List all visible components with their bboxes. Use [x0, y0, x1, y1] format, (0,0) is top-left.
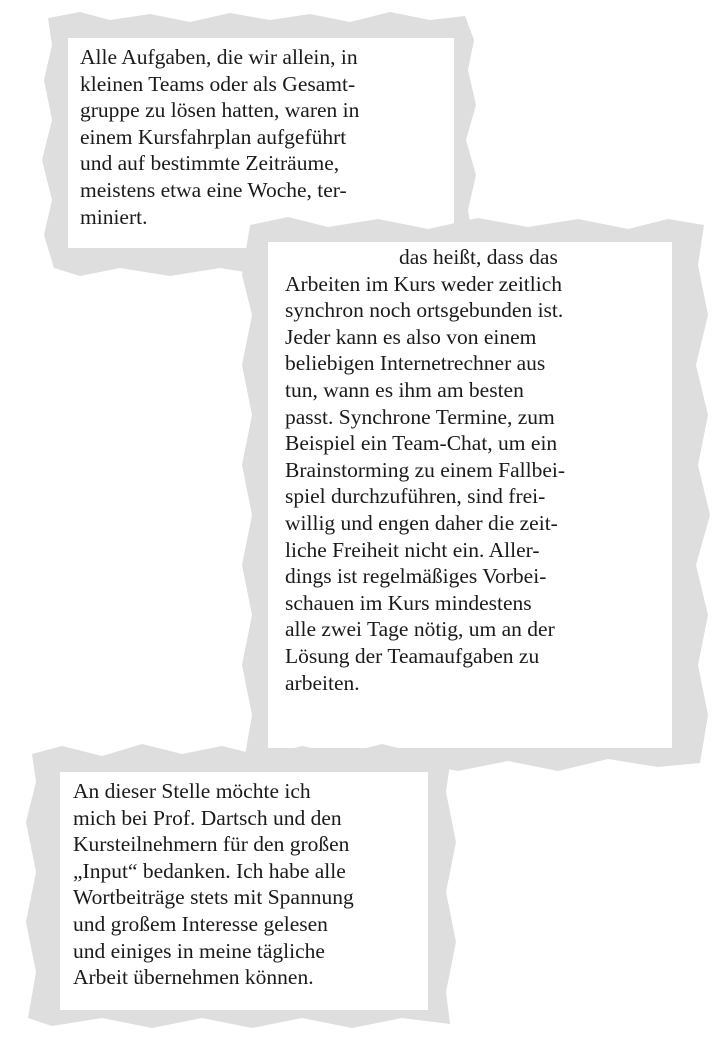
text-line: arbeiten. [285, 670, 360, 695]
text-line: das heißt, dass das [399, 245, 558, 269]
text-line: meistens etwa eine Woche, ter- [80, 177, 347, 202]
text-line: alle zwei Tage nötig, um an der [285, 617, 555, 642]
text-line: Wortbeiträge stets mit Spannung [73, 885, 354, 910]
text-line: kleinen Teams oder als Gesamt- [80, 71, 356, 96]
text-line: beliebigen Internetrechner aus [285, 351, 546, 376]
text-line: tun, wann es ihm am besten [285, 377, 524, 402]
text-line: Kursteilnehmern für den großen [73, 832, 350, 857]
text-line: Jeder kann es also von einem [285, 324, 537, 349]
text-line: Arbeit übernehmen können. [73, 965, 314, 990]
text-line: liche Freiheit nicht ein. Aller- [285, 537, 540, 562]
text-line: schauen im Kurs mindestens [285, 590, 532, 615]
text-line: „Input“ bedanken. Ich habe alle [73, 858, 346, 883]
text-line: miniert. [80, 204, 148, 229]
text-line: und einiges in meine tägliche [73, 938, 325, 963]
clipping-3-text [73, 778, 354, 991]
text-line: An dieser Stelle möchte ich [73, 779, 311, 803]
text-line: Beispiel ein Team-Chat, um ein [285, 431, 558, 456]
text-line: Lösung der Teamaufgaben zu [285, 643, 540, 668]
text-line: gruppe zu lösen hatten, waren in [80, 98, 360, 123]
text-line: dings ist regelmäßiges Vorbei- [285, 564, 547, 589]
text-line: einem Kursfahrplan aufgeführt [80, 124, 347, 149]
text-line: willig und engen daher die zeit- [285, 510, 558, 535]
text-line: Arbeiten im Kurs weder zeitlich [285, 271, 563, 296]
text-line: spiel durchzuführen, sind frei- [285, 484, 546, 509]
clipping-1-text [80, 44, 359, 230]
text-line: Brainstorming zu einem Fallbei- [285, 457, 566, 482]
text-line: Alle Aufgaben, die wir allein, in [80, 45, 358, 69]
text-line: und großem Interesse gelesen [73, 911, 328, 936]
text-line: und auf bestimmte Zeiträume, [80, 151, 340, 176]
clipping-2-text [285, 244, 565, 696]
text-line: passt. Synchrone Termine, zum [285, 404, 555, 429]
text-line: mich bei Prof. Dartsch und den [73, 805, 342, 830]
text-line: synchron noch ortsgebunden ist. [285, 298, 564, 323]
